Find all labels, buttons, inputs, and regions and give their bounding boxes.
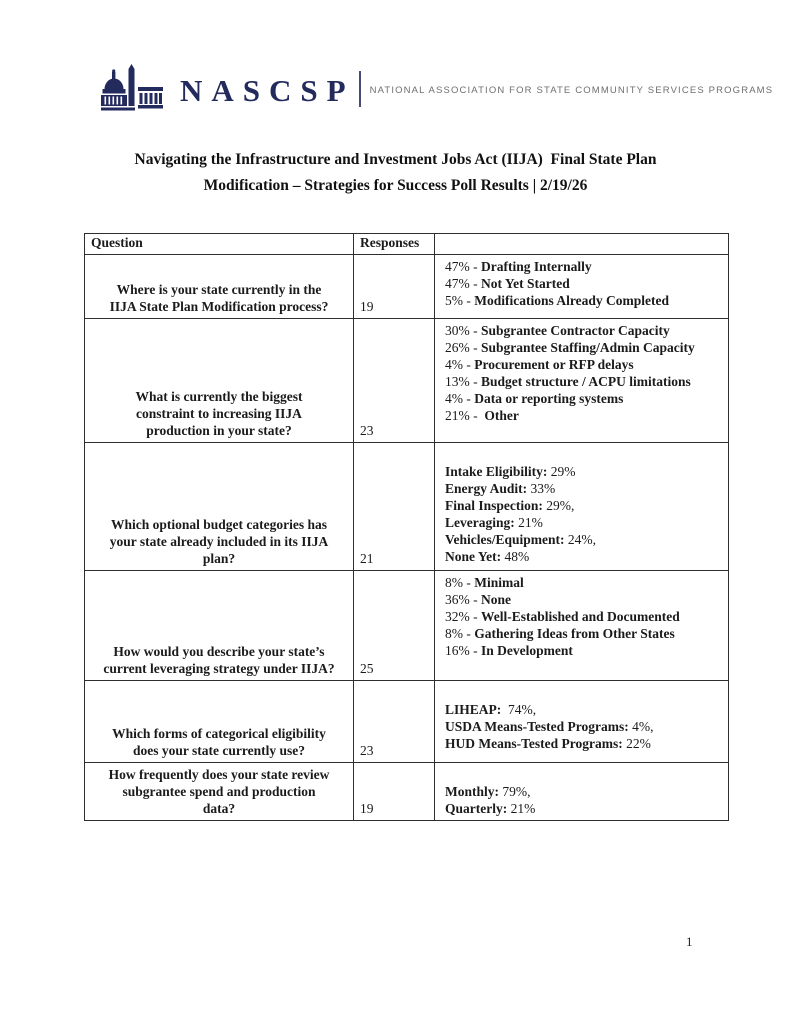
answer-line: Monthly: 79%, — [445, 784, 531, 799]
responses-count: 25 — [354, 571, 435, 681]
answer-line — [445, 446, 724, 463]
answer-line: Leveraging: 21% — [445, 515, 543, 530]
responses-count: 23 — [354, 681, 435, 763]
answer-line: 47% - Not Yet Started — [445, 276, 570, 291]
poll-results-table — [84, 233, 729, 821]
table-header-row — [85, 234, 729, 255]
answer-line — [445, 684, 724, 701]
answer-line: Final Inspection: 29%, — [445, 498, 575, 513]
question-text: data? — [202, 801, 236, 816]
question-text: What is currently the biggest — [135, 389, 303, 404]
question-cell — [85, 763, 354, 821]
answers-cell — [435, 571, 729, 681]
answer-line — [445, 766, 724, 783]
table-row — [85, 443, 729, 571]
answer-line: 21% - Other — [445, 408, 519, 423]
question-cell — [85, 443, 354, 571]
question-text: How would you describe your state’s — [113, 644, 325, 659]
answer-line: USDA Means-Tested Programs: 4%, — [445, 719, 654, 734]
answers-cell — [435, 681, 729, 763]
answer-line: 5% - Modifications Already Completed — [445, 293, 669, 308]
capitol-icon — [100, 64, 164, 114]
answer-line: 4% - Data or reporting systems — [445, 391, 624, 406]
answer-line: Quarterly: 21% — [445, 801, 536, 816]
question-cell — [85, 255, 354, 319]
answer-line: 30% - Subgrantee Contractor Capacity — [445, 323, 670, 338]
question-text: subgrantee spend and production — [122, 784, 316, 799]
answer-line: Vehicles/Equipment: 24%, — [445, 532, 597, 547]
logo-acronym: NASCSP — [180, 72, 355, 108]
page-title — [0, 147, 791, 199]
table-row — [85, 255, 729, 319]
question-text: Which forms of categorical eligibility — [112, 726, 326, 741]
answers-cell — [435, 255, 729, 319]
answer-line: Energy Audit: 33% — [445, 481, 556, 496]
question-cell — [85, 571, 354, 681]
question-text: plan? — [202, 551, 236, 566]
answer-line: 13% - Budget structure / ACPU limitations — [445, 374, 691, 389]
column-header-answers — [435, 234, 729, 255]
answer-line: 36% - None — [445, 592, 511, 607]
answer-line: Intake Eligibility: 29% — [445, 464, 576, 479]
question-text: your state already included in its IIJA — [109, 534, 329, 549]
page-title-line-1: Navigating the Infrastructure and Investment Jobs Act (IIJA) Final State Plan — [134, 151, 657, 168]
answer-line: None Yet: 48% — [445, 549, 530, 564]
table-row — [85, 763, 729, 821]
question-text: Which optional budget categories has — [110, 517, 327, 532]
question-text: IIJA State Plan Modification process? — [109, 299, 329, 314]
question-text: current leveraging strategy under IIJA? — [103, 661, 335, 676]
answer-line: 8% - Minimal — [445, 575, 524, 590]
logo-header — [100, 64, 773, 114]
answer-line: HUD Means-Tested Programs: 22% — [445, 736, 651, 751]
table-row — [85, 681, 729, 763]
answer-line: 47% - Drafting Internally — [445, 259, 592, 274]
question-cell — [85, 681, 354, 763]
table-row — [85, 319, 729, 443]
page-title-line-2: Modification – Strategies for Success Poll Results | 2/19/26 — [203, 177, 588, 194]
answer-line: LIHEAP: 74%, — [445, 702, 537, 717]
answer-line: 32% - Well-Established and Documented — [445, 609, 680, 624]
page-number: 1 — [686, 934, 693, 949]
responses-count: 19 — [354, 763, 435, 821]
question-text: Where is your state currently in the — [116, 282, 322, 297]
answer-line: 8% - Gathering Ideas from Other States — [445, 626, 675, 641]
responses-count: 19 — [354, 255, 435, 319]
logo-divider — [359, 71, 361, 107]
column-header-responses: Responses — [354, 234, 435, 255]
answer-line: 4% - Procurement or RFP delays — [445, 357, 634, 372]
answer-line: 16% - In Development — [445, 643, 573, 658]
question-text: does your state currently use? — [133, 743, 305, 758]
responses-count: 23 — [354, 319, 435, 443]
question-cell — [85, 319, 354, 443]
logo-tagline: NATIONAL ASSOCIATION FOR STATE COMMUNITY SERVICES PROGRAMS — [369, 84, 774, 96]
question-text: How frequently does your state review — [108, 767, 330, 782]
column-header-question: Question — [85, 234, 354, 255]
responses-count: 21 — [354, 443, 435, 571]
question-text: constraint to increasing IIJA — [136, 406, 302, 421]
answer-line: 26% - Subgrantee Staffing/Admin Capacity — [445, 340, 695, 355]
answers-cell — [435, 763, 729, 821]
answers-cell — [435, 319, 729, 443]
question-text: production in your state? — [146, 423, 292, 438]
table-row — [85, 571, 729, 681]
answers-cell — [435, 443, 729, 571]
